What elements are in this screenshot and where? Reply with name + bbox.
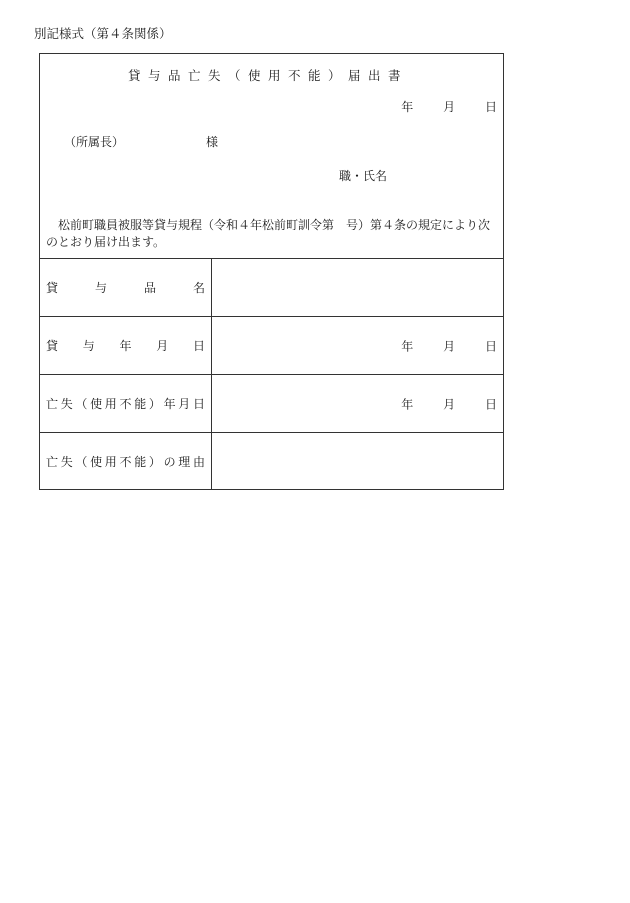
loss-reason-field[interactable] <box>212 433 503 490</box>
date-year: 年 <box>401 100 414 114</box>
name-label: 職・氏名 <box>339 169 388 183</box>
date-month: 月 <box>443 100 456 114</box>
form-title: 貸与品亡失（使用不能）届出書 <box>128 68 409 83</box>
row-label: 亡失（使用不能）の理由 <box>40 433 212 490</box>
form-header <box>40 54 503 259</box>
submission-date <box>401 98 497 115</box>
loan-date-field[interactable]: 年 月 日 <box>401 339 497 353</box>
honorific: 様 <box>206 135 219 149</box>
page-label: 別記様式（第４条関係） <box>34 26 172 41</box>
date-day: 日 <box>484 100 497 114</box>
row-item-name <box>40 258 503 316</box>
row-loan-date <box>40 316 503 374</box>
row-loss-date <box>40 374 503 432</box>
body-text: 松前町職員被服等貸与規程（令和４年松前町訓令第 号）第４条の規定により次のとおり届け出ます。 <box>46 218 491 249</box>
loss-report-form <box>39 53 504 490</box>
row-loss-reason <box>40 432 503 490</box>
row-label: 亡失（使用不能）年月日 <box>40 375 212 432</box>
addressee-label: （所属長） <box>64 135 125 149</box>
item-name-field[interactable] <box>212 258 503 316</box>
row-label: 貸与品名 <box>40 258 212 316</box>
loss-date-field[interactable]: 年 月 日 <box>401 397 497 411</box>
row-label: 貸与年月日 <box>40 317 212 374</box>
